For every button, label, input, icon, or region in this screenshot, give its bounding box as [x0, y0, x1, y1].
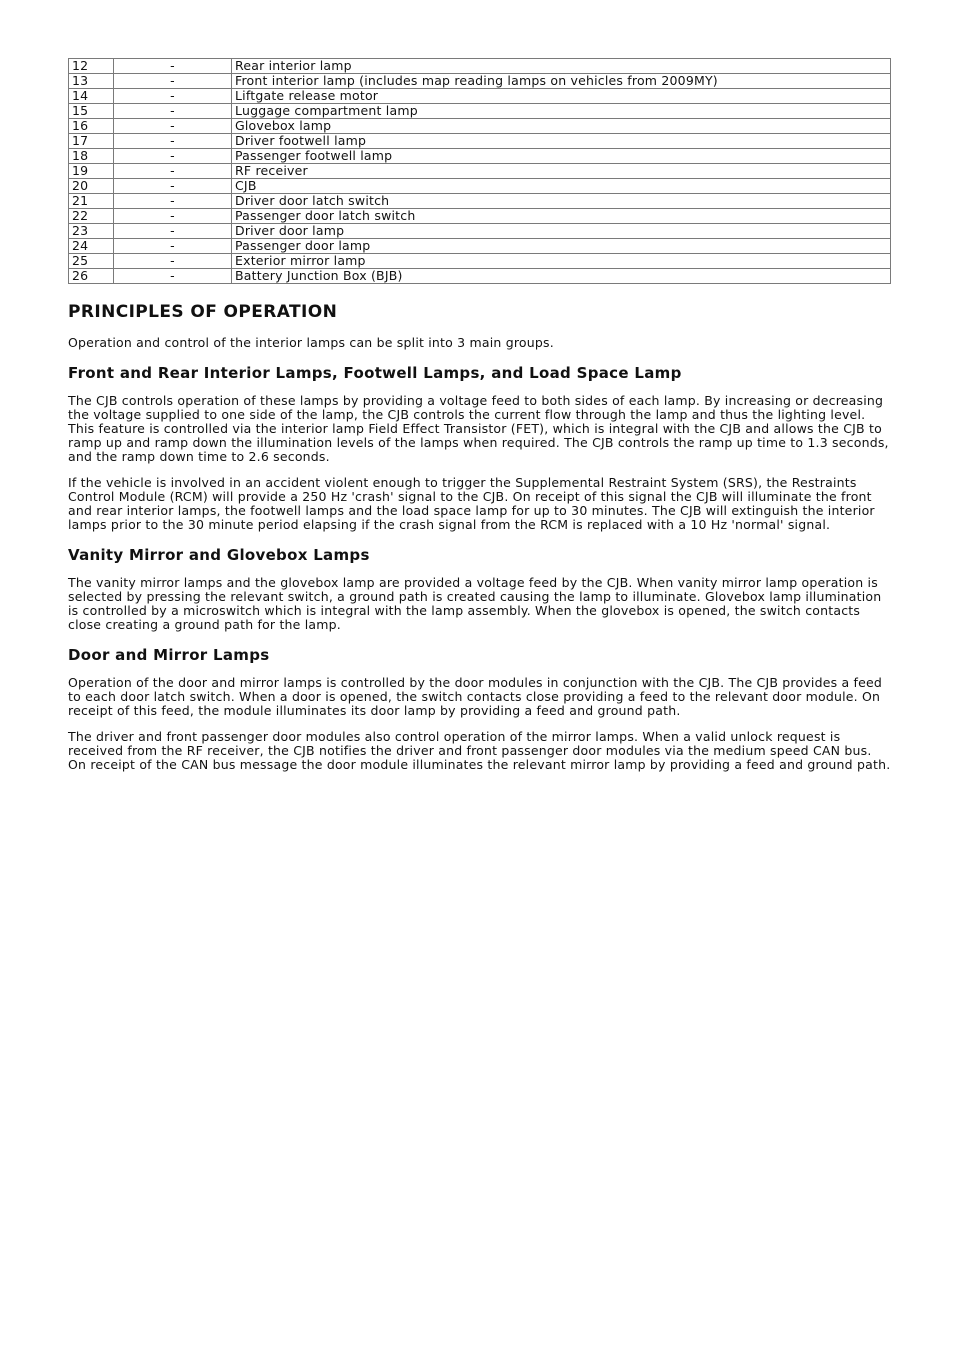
cell-sep: -	[114, 59, 232, 74]
cell-num: 14	[69, 89, 114, 104]
document-page	[68, 58, 891, 772]
cell-sep: -	[114, 224, 232, 239]
cell-desc: Driver footwell lamp	[232, 134, 891, 149]
cell-desc: Liftgate release motor	[232, 89, 891, 104]
cell-desc: Driver door latch switch	[232, 194, 891, 209]
main-heading: PRINCIPLES OF OPERATION	[68, 302, 338, 322]
table-row	[69, 104, 891, 119]
cell-num: 24	[69, 239, 114, 254]
table-row	[69, 209, 891, 224]
table-row	[69, 269, 891, 284]
cell-num: 20	[69, 179, 114, 194]
cell-sep: -	[114, 134, 232, 149]
cell-num: 15	[69, 104, 114, 119]
cell-num: 18	[69, 149, 114, 164]
components-table-body	[69, 59, 891, 284]
cell-num: 21	[69, 194, 114, 209]
cell-num: 13	[69, 74, 114, 89]
table-row	[69, 224, 891, 239]
cell-sep: -	[114, 269, 232, 284]
table-row	[69, 179, 891, 194]
cell-desc: Glovebox lamp	[232, 119, 891, 134]
table-row	[69, 254, 891, 269]
section-heading: Door and Mirror Lamps	[68, 646, 270, 664]
cell-sep: -	[114, 194, 232, 209]
cell-desc: RF receiver	[232, 164, 891, 179]
cell-num: 26	[69, 269, 114, 284]
cell-sep: -	[114, 254, 232, 269]
cell-desc: Front interior lamp (includes map reading lamps on vehicles from 2009MY)	[232, 74, 891, 89]
section-paragraph: If the vehicle is involved in an accident violent enough to trigger the Supplemental Restraint System (SRS), the Restraints Control Module (RCM) will provide a 250 Hz 'crash' signal to the CJB. On receipt of this signal the CJB will illuminate the front and rear interior lamps, the footwell lamps and the load space lamp for up to 30 minutes. The CJB will extinguish the interior lamps prior to the 30 minute period elapsing if the crash signal from the RCM is replaced with a 10 Hz 'normal' signal.	[68, 475, 875, 532]
cell-sep: -	[114, 179, 232, 194]
cell-desc: Battery Junction Box (BJB)	[232, 269, 891, 284]
cell-num: 17	[69, 134, 114, 149]
table-row	[69, 149, 891, 164]
cell-num: 25	[69, 254, 114, 269]
sections-container	[68, 364, 891, 772]
table-row	[69, 89, 891, 104]
components-table	[68, 58, 891, 284]
intro-paragraph: Operation and control of the interior lamps can be split into 3 main groups.	[68, 335, 554, 350]
cell-desc: Exterior mirror lamp	[232, 254, 891, 269]
section-paragraph: The driver and front passenger door modules also control operation of the mirror lamps. When a valid unlock request is received from the RF receiver, the CJB notifies the driver and front passenger door modules via the medium speed CAN bus. On receipt of the CAN bus message the door module illuminates the relevant mirror lamp by providing a feed and ground path.	[68, 729, 891, 772]
cell-num: 22	[69, 209, 114, 224]
cell-sep: -	[114, 104, 232, 119]
table-row	[69, 134, 891, 149]
cell-desc: Passenger footwell lamp	[232, 149, 891, 164]
table-row	[69, 59, 891, 74]
cell-desc: Driver door lamp	[232, 224, 891, 239]
table-row	[69, 119, 891, 134]
cell-desc: Passenger door latch switch	[232, 209, 891, 224]
section-paragraph: The CJB controls operation of these lamps by providing a voltage feed to both sides of each lamp. By increasing or decreasing the voltage supplied to one side of the lamp, the CJB controls the current flow through the lamp and thus the lighting level. This feature is controlled via the interior lamp Field Effect Transistor (FET), which is integral with the CJB and allows the CJB to ramp up and ramp down the illumination levels of the lamps when required. The CJB controls the ramp up time to 1.3 seconds, and the ramp down time to 2.6 seconds.	[68, 393, 889, 464]
cell-sep: -	[114, 89, 232, 104]
cell-sep: -	[114, 164, 232, 179]
cell-num: 19	[69, 164, 114, 179]
cell-sep: -	[114, 149, 232, 164]
cell-sep: -	[114, 119, 232, 134]
cell-desc: Rear interior lamp	[232, 59, 891, 74]
section-paragraph: The vanity mirror lamps and the glovebox lamp are provided a voltage feed by the CJB. When vanity mirror lamp operation is selected by pressing the relevant switch, a ground path is created causing the lamp to illuminate. Glovebox lamp illumination is controlled by a microswitch which is integral with the lamp assembly. When the glovebox is opened, the switch contacts close creating a ground path for the lamp.	[68, 575, 882, 632]
cell-num: 16	[69, 119, 114, 134]
cell-num: 12	[69, 59, 114, 74]
table-row	[69, 194, 891, 209]
cell-desc: Luggage compartment lamp	[232, 104, 891, 119]
table-row	[69, 164, 891, 179]
section-heading: Vanity Mirror and Glovebox Lamps	[68, 546, 370, 564]
section-heading: Front and Rear Interior Lamps, Footwell Lamps, and Load Space Lamp	[68, 364, 682, 382]
cell-num: 23	[69, 224, 114, 239]
cell-desc: CJB	[232, 179, 891, 194]
section-paragraph: Operation of the door and mirror lamps is controlled by the door modules in conjunction with the CJB. The CJB provides a feed to each door latch switch. When a door is opened, the switch contacts close providing a feed to the relevant door module. On receipt of this feed, the module illuminates its door lamp by providing a feed and ground path.	[68, 675, 883, 718]
table-row	[69, 239, 891, 254]
cell-sep: -	[114, 209, 232, 224]
table-row	[69, 74, 891, 89]
cell-sep: -	[114, 74, 232, 89]
cell-sep: -	[114, 239, 232, 254]
cell-desc: Passenger door lamp	[232, 239, 891, 254]
